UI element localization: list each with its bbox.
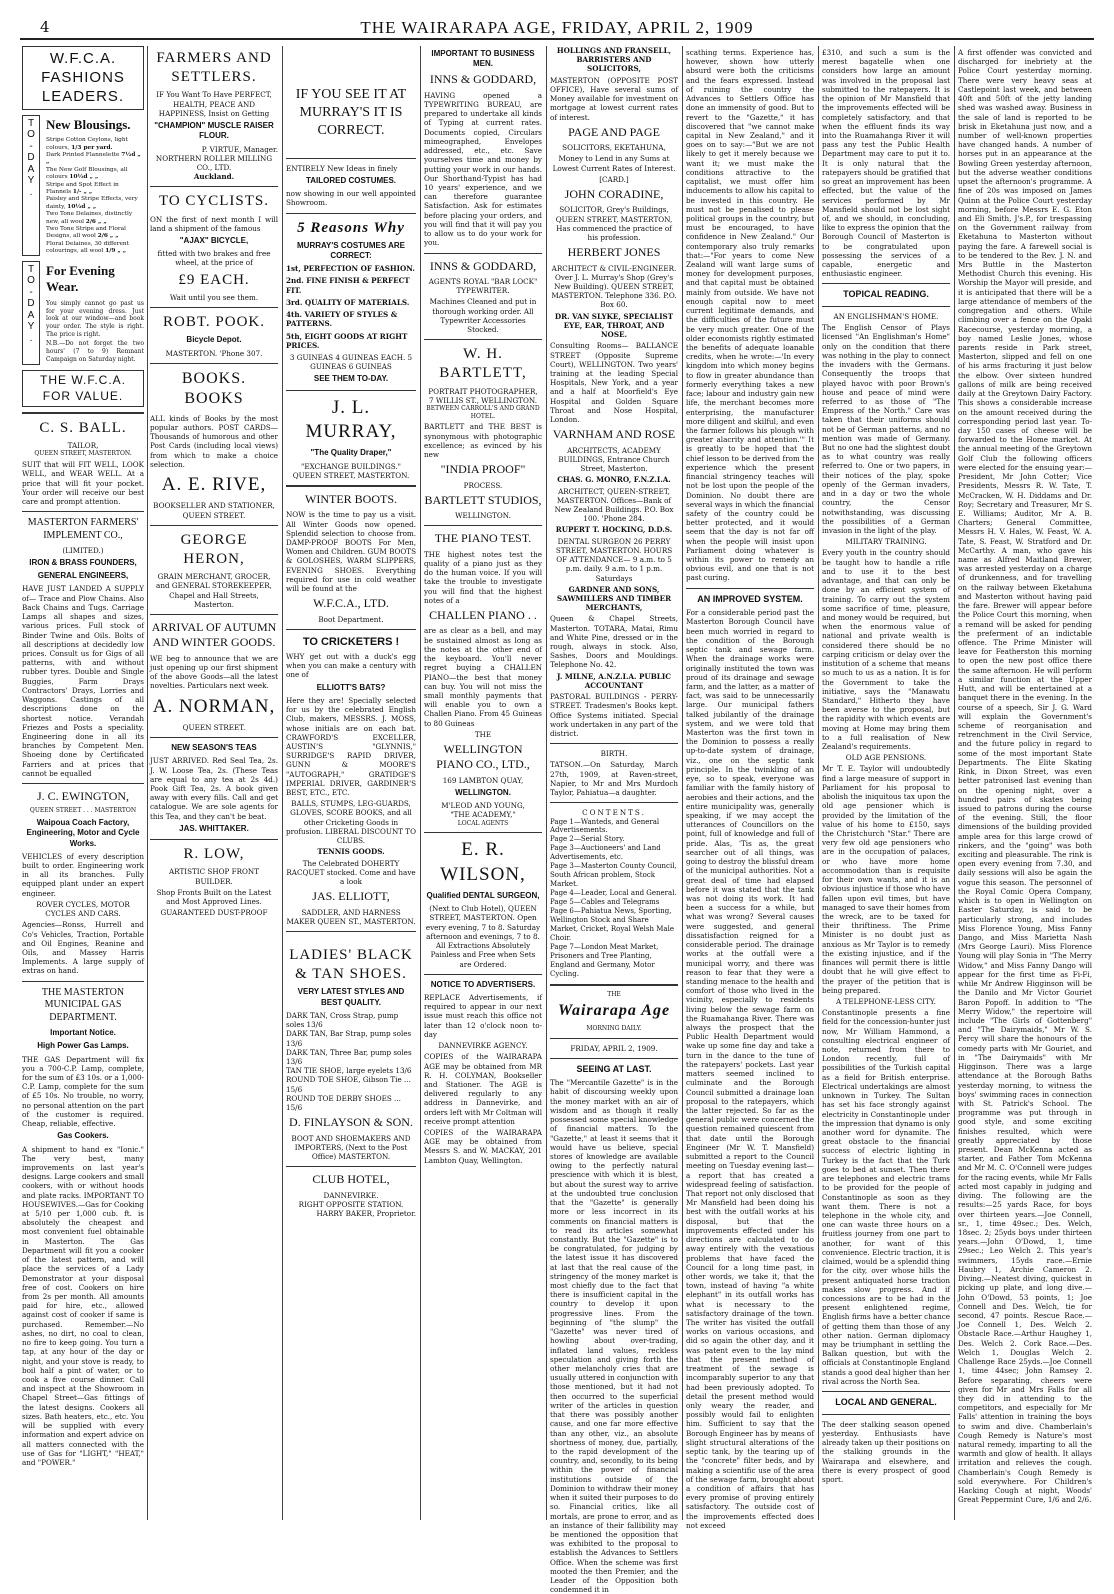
shoe-item: DARK TAN, Bar Strap, pump soles 13/6 (286, 1029, 412, 1048)
reason-item: 5th, EIGHT GOODS AT RIGHT PRICES. (286, 331, 408, 350)
blousings-list (46, 137, 144, 256)
ewington-addr: QUEEN STREET . . . MASTERTON (29, 807, 137, 815)
blousings-title: New Blousings. (46, 116, 131, 132)
bartlett-title: W. H. BARTLETT, (439, 346, 527, 382)
ewington-rover: ROVER CYCLES, MOTOR CYCLES AND CARS. (36, 899, 130, 919)
contents-item: Page 4—Leader, Local and General. (550, 889, 677, 898)
local-title: LOCAL AND GENERAL. (835, 1397, 937, 1408)
seeing-text: The "Mercantile Gazette" is in the habit of discoursing weekly upon the money market with an air of wisdom and as though it really possessed some special knowledge of financial matters. To the "Gazette," at least it seems that it would have us believe, special stores of knowledge are available owing to the perfectly natural prescience with which it is blest, but about the surest way to arrive at the undoubted true conclusion that the "Gazette" is generally more or less incorrect in its comments on financial matters is to read its articles somewhat constantly. But the "Gazette" is to be congratulated, for judging by the latest issue it has discovered at last that the real cause of the stringency of the money market is most chiefly due to the fact that there is insufficient capital in the country to develop it upon progressive lines. From the beginning of "the slump" the "Gazette" was never tired of howling about over-trading, inflated land values, reckless speculation and giving forth the other melancholy cries that are usually uttered in conjunction with those mentioned, but it had not then occurred to the superficial writer of the articles in question that there was possibly another cause, and one far more effective than any other, viz., an absolute shortness of money, due, partially, to the rapid development of the country, and, secondly, to its being within the power of financial institutions outside of the Dominion to withdraw their money when it suited their purposes to do so. Financial critics, like all mortals, are prone to error, and as an instance of their fallibility may be mentioned the opposition that was exhibited to the proposal to establish the Advances to Settlers Office. When the scheme was first mooted the then Premier, and the Leader of the Opposition both condemned it in (550, 1078, 678, 1594)
column-rule (147, 46, 148, 1520)
price-row: Paisley and Stripe Effects, very dainty, 10½d „ „ (46, 196, 138, 210)
price-row: Floral Delaines, 30 different colourings, all wool 1/9 „ „ (46, 240, 129, 255)
monro-text: ARCHITECT, QUEEN-STREET, MASTERTON. Offices—Bank of New Zealand Buildings. P.O. Box 100. 'Phone 284. (554, 486, 674, 524)
arrival-text: WE beg to announce that we are just opening up our first shipment of the above Goods—all the latest novelties. Particulars next week. (150, 653, 278, 691)
virtue-text: IF You Want To Have PERFECT, HEALTH, PEACE AND HAPPINESS, Insist on Getting (156, 90, 272, 118)
gas-cookers-text: A shipment to hand ex "Ionic." The very best, many improvements on last year's designs. Large cookers and small cookers, with or without hoods and plate racks. IMPORTANT TO HOUSEWIVES.—Gas for Cooking at 5/10 per 1,000 cub. ft. is absolutely the cheapest and most convenient fuel obtainable in Masterton. The Gas Department will fit you a cooker of the latest pattern, and will place the services of a Lady Demonstrator at your disposal free of cost. Cookers on hire from 2s per month. All amounts paid for hire, etc., allowed against cost of cooker if same is purchased. Remember.—No ashes, no dirt, no coal to clean, no fire to keep going. You turn a tap, at any hour of the day or night, and your stove is ready, to boil half a pint of water, or to cook a five course dinner. Call and inspect at the Showroom in Chapel Street—Gas fittings of the latest designs. Cookers all sizes. Bath heaters, etc., etc. You will be supplied with every information and expert advice on all matters connected with the use of Gas for "LIGHT," "HEAT," and "POWER." (22, 1144, 144, 1467)
cricketers-title: TO CRICKETERS ! (302, 635, 400, 648)
reasons-list (286, 264, 416, 350)
contents-item: Page 6—Pahiatua News, Sporting, Wellington Stock and Share Market, Cricket, Royal Welsh Male Choir. (550, 907, 674, 942)
home-title: AN ENGLISHMAN'S HOME. (833, 311, 939, 321)
paper-the: THE (607, 990, 621, 998)
club-sign: HARRY BAKER, Proprietor. (316, 1209, 416, 1219)
inns-text: HAVING opened a TYPEWRITING BUREAU, are prepared to undertake all kinds of Typing at current rates. Documents copied, Circulars mimeographed, Envelopes addressed, etc., etc. Save yourselves time and money by putting your work in our hands. Our Shorthand-Typist has had 10 years' experience, and we can therefore guarantee Satisfaction. Ask for estimates before placing your orders, and you will find that it will pay you to allow us to do your work for you. (424, 90, 542, 248)
elliott-bats: ELLIOTT'S BATS? (316, 682, 386, 692)
hollings: HOLLINGS AND FRANSELL, BARRISTERS AND SOLICITORS, (556, 46, 672, 74)
reason-item: 4th. VARIETY OF STYLES & PATTERNS. (286, 310, 398, 329)
column-3 (286, 46, 416, 1520)
price-row: Two Tone Delaines, distinctly new, all wool 2/6 „ „ (46, 211, 133, 225)
whittaker: JAS. WHITTAKER. (179, 823, 249, 833)
india-proof: "INDIA PROOF" (440, 462, 526, 477)
jas-sub: SADDLER, AND HARNESS MAKER QUEEN ST., MASTERTON. (286, 907, 416, 926)
club-sub: DANNEVIRKE. (323, 1190, 379, 1200)
page-text: Money to Lend in any Sums at Lowest Current Rates of Interest. (552, 154, 676, 173)
low-sub: ARTISTIC SHOP FRONT BUILDER. (168, 867, 260, 886)
pensions-title: OLD AGE PENSIONS. (845, 753, 927, 763)
varnham: VARNHAM AND ROSE (552, 427, 676, 442)
inns2-sub: AGENTS ROYAL "BAR LOCK" TYPEWRITER. (428, 276, 538, 296)
contents-item: Page 3—Auctioneers' and Land Advertisements, etc. (550, 844, 661, 862)
hocking: RUPERT T. HOCKING, D.D.S. (555, 525, 673, 535)
norman-title: A. NORMAN, (152, 695, 276, 717)
tennis-text: The Celebrated DOHERTY RACQUET stocked. Come and have a look (286, 858, 416, 887)
editorial-text-a: scathing terms. Experience has, however, shown how utterly absurd were both the criticisms and the fears expressed. Instead of ruining the country the Advances to Settlers Office has done an immensity of good. But to revert to the "Gazette," it has discovered that "we cannot make capital in New Zealand," and it goes on to say:—"But we are not likely to get it merely because we want it; we must make the conditions attractive to the capitalist, we must offer him inducements to allow his capital to be invested in this country. He must not be penalised to please political groups in the country, but must be encouraged, to have confidence in New Zealand." Our contemporary also truly remarks that:—"For years to come New Zealand will want large sums of money for development purposes, and that capital must be obtained mainly from outside. We have not enough capital now to meet current legitimate demands, and the difficulties of the future must be very much greater. One of the older economists rightly estimated the benefits of adequate loanable credits, when he wrote:—'In every kingdom into which money begins to flow in greater abundance than formerly everything takes a new face; labour and industry gain new life, the merchant becomes more enterprising, the manufacturer more diligent and skilful, and even the farmer follows his plough with greater alacrity and attention.'" It is greatly to be hoped that the chief lesson to be derived from the experience which the present financial stringency teaches will not be lost upon the people of the Dominion. No doubt there are several ways in which the financial safety of the country could be better protected, and it would seem that the day is not far off when the people will insist upon Parliament doing whatever is within its power to remedy an obvious evil, and one that is not past curing. (686, 48, 814, 583)
paper-title: Wairarapa Age (557, 1002, 671, 1020)
tailored-show: now showing in our well appointed Showroom. (286, 189, 416, 208)
inns2-text: Machines Cleaned and put in thorough working order. All Typewriter Accessories Stocked. (429, 297, 537, 334)
column-8 (958, 46, 1092, 1520)
ewington-text: VEHICLES of every description built to order. Engineering work in all its branches. Fully equipped plant under an expert engineer. (22, 851, 144, 898)
reason-item: 3rd. QUALITY OF MATERIALS. (286, 297, 410, 307)
academy: "THE ACADEMY," (450, 810, 516, 820)
teas-title: NEW SEASON'S TEAS (171, 743, 257, 753)
telephone-title: A TELEPHONE-LESS CITY. (836, 996, 936, 1006)
rive-sub: BOOKSELLER AND STATIONER, QUEEN STREET. (153, 501, 275, 520)
hollings-text: MASTERTON (OPPOSITE POST OFFICE), Have several sums of Money available for investment on mortgage at lowest current rates of interest. (550, 75, 678, 122)
column-2 (150, 46, 278, 1520)
gas-notice: Important Notice. (50, 1028, 116, 1038)
price-row: Stripe and Spot Effect in Flannels 1/- „ „ (46, 181, 119, 196)
inns2-title: INNS & GODDARD, (429, 258, 537, 273)
gardner: GARDNER AND SONS, SAWMILLERS AND TIMBER MERCHANTS, (556, 584, 672, 613)
gas-cookers: Gas Cookers. (57, 1131, 109, 1141)
reasons-sub: MURRAY'S COSTUMES ARE CORRECT: (297, 240, 405, 261)
monro: CHAS. G. MONRO, F.N.Z.I.A. (557, 475, 671, 485)
business-title: IMPORTANT TO BUSINESS MEN. (431, 49, 535, 69)
gardner-text: Queen & Chapel Streets, Masterton. TOTARA, Matai, Rimu and White Pine, dressed or in the rough, always in stock. Also, Sashes, Doors and Mouldings. Telephone No. 42. (550, 614, 678, 670)
arrival-title: ARRIVAL OF AUTUMN AND WINTER GOODS. (151, 619, 277, 650)
wfca-ltd: W.F.C.A., LTD. (313, 596, 389, 611)
mleod: M'LEOD AND YOUNG, (441, 801, 525, 811)
price-row: Two Tone Stripe and Floral Designs, all wool 2/6 „ „ (46, 226, 126, 240)
elliott-text: Here they are! Specially selected for us by the celebrated English Club, makers, MESSRS. J. MOSS, whose initials are on each bat. CRAWFORD'S EXCELLER, AUSTIN'S "GLYNNIS," SURRIDGE'S RAPID DRIVER, GUNN & MOORE'S "AUTOGRAPH," GRATIDGE'S IMPERIAL DRIVER, GARDINER'S BEST, ETC., ETC. (286, 695, 416, 798)
card-label: [CARD.] (599, 174, 629, 184)
evening-text: You simply cannot go past us for your evening dress. Just look at our window—and book your order. The style is right. The price is right. (46, 299, 144, 338)
column-6 (686, 46, 814, 1530)
tailored-text: ENTIRELY New Ideas in finely (286, 163, 398, 173)
farmers-settlers: FARMERS AND SETTLERS. (156, 50, 272, 86)
ball-sub: TAILOR, (67, 441, 99, 451)
gas-text: THE GAS Department will fix you a 700-C.P. Lamp, complete, for the sum of £3 10s. or a 1,000-C.P. Lamp, complete for the sum of £5 10s. No trouble, no worry, no personal attention on the part of the customer is required. Cheap, reliable, effective. (22, 1054, 144, 1129)
jas-elliott: JAS. ELLIOTT, (312, 889, 390, 904)
evening-wear-ad (22, 261, 144, 366)
reasons-prices: 3 GUINEAS 4 GUINEAS EACH. 5 GUINEAS 6 GUINEAS (289, 353, 413, 372)
jones: HERBERT JONES (567, 245, 661, 260)
teas-text: JUST ARRIVED. Red Seal Tea, 2s. J. W. Loose Tea, 2s. (These Teas are equal to any tea at 2s 4d.) Pook Gift Tea, 2s. A book given away with every fills. Call and get catalogue. We are sole agents for this Tea, and they can't be beat. (150, 756, 278, 821)
price-row: The New Golf Blousings, all colours 10½d „ „ (46, 166, 128, 181)
bartlett-studios: BARTLETT STUDIOS, (424, 492, 542, 507)
seeing-title: SEEING AT LAST. (576, 1063, 652, 1074)
column-5 (550, 46, 678, 1594)
finlayson-sub: BOOT AND SHOEMAKERS AND IMPORTERS, (Next to the Post Office) MASTERTON. (291, 1133, 411, 1162)
the-label: THE (474, 729, 492, 739)
home-text: The English Censor of Plays licensed "An Englishman's Home" only on the condition that there was nothing in the play to connect the invaders with the Germans. Consequently the troops that played havoc with poor Brown's house and peace of mind were referred to as those of "The Empress of the North." Care was taken that their uniforms should not be of German patterns, and no mention was made of Germany. But no one had the slightest doubt as to what country was really referred to. One or two papers, in their notices of the play, spoke openly of the German invaders, and in a day or two the whole country, the Censor notwithstanding, was discussing the possibilities of a German invasion in the light of the play. (822, 323, 950, 536)
system-title: AN IMPROVED SYSTEM. (697, 593, 803, 604)
local-news-text: A first offender was convicted and discharged for inebriety at the Police Court yesterday morning. There were very heavy seas at Castlepoint last week, and between 40ft and 50ft of the jetty landing shed was washed away. Business in the sale of land is reported to be brisk in Eketahuna just now, and a number of well-known properties have changed hands. A number of horses put in an appearance at the Bowling Green yesterday afternoon, but the adverse weather conditions upset the afternoon's programme. A fine of 20s was imposed on James Quinn at the Police Court yesterday morning, before Messrs E. G. Eton and Eli Smith, J's.P., for trespassing on the Government railway from Eketahuna to Masterton without paying the fare. A farewell social is to be tendered to the Rev. J. N. and Mrs Buttle in the Masterton Methodist Church this evening. His Worship the Mayor will preside, and it is anticipated that there will be a large attendance of members of the congregation and others. While climbing over a fence on the Opaki Racecourse, yesterday morning, a boy named Leslie Jones, whose parents reside in Park street, Masterton, slipped and fell on one of his arms fracturing it just below the elbow. Over sixteen hundred gallons of milk are being received daily at the Greytown Dairy Factory. This shows a considerable increase on the amount received during the corresponding period last year. To-day 150 cases of cheese will be forwarded to the Home market. At the annual meeting of the Greytown Golf Club the following officers were elected for the ensuing year:—President, Mr John Cotter; Vice Presidents, Messrs R. W. Tate, T. McCracken, W. H. Diddams and Dr. Roy; Secretary and Treasurer, Mr S. E. Williams; Auditor, Mr A. B. Charters; General Committee, Messrs H. V. Hales, W. Feast, W. A. Tate, S. Feast, W. Stratford and Dr. McCarthy. A man, who gave his name as Alfred Maitland Brewer, was arrested yesterday on a charge of drunkenness, and for travelling on the railway between Eketahuna and Masterton without having paid the fare. Brewer will appear before the Police Court this morning, when a remand will be asked for pending the preferment of an indictable offence. The Prime Minister will leave for Featherston this morning to open the new post office there the same afternoon. He will perform a similar function at the Upper Hutt, and will be entertained at a banquet there in the evening. In the course of a speech, Sir J. G. Ward will explain the Government's scheme of reorganisation and retrenchment in the Civil Service, and the future policy in regard to some of the most important State Departments. The Elite Skating Rink, in Dixon Street, was even better patronised last evening than on the opening night, over a hundred pairs of skates being issued to patrons during the course of the evening. Still, the floor dimensions of the building provided ample area for this large crowd of rinkers, and the "going" was both exciting and pleasurable. The rink is open every evening from 7.30, and daily sessions will also be again the vogue this season. The personnel of the Royal Comic Opera Company, which is to open in Wellington on Easter Saturday, is said to be particularly strong, and includes Miss Florence Young, Miss Fanny Dango, and Miss Marietta Nash (Mrs George Lauri). Miss Florence Young will play Sonia in "The Merry Widow," and Miss Fanny Dango will appear for the first time as Fi-Fi, while Mr Andrew Higginson will be the Danilo and Mr Victor Gouriet Baron Popoff. In addition to "The Merry Widow," the repertoire will include "The Girls of Gottenberg" and "The Dairymaids," Mr W. S. Percy will share the honours of the comedy parts with Mr Gouriet, and in "The Dairymaids" with Mr Higginson. There was a large attendance at the Borough Baths yesterday morning, to witness the boys' swimming races in connection with St. Patrick's School. The programme was put through in good style, and some exciting finishes resulted, which were greatly appreciated by those present. Dean McKenna acted as starter, and Father Tom McKenna and Mr M. C. O'Connell were judges for the racing events, while Mr Falls acted most capably in judging and diving. The following are the results:—25 yards Race, for boys over thirteen years.—Joe Connell, sr., 1, time 49sec.; Des. Welch, 18sec. 2; 25yds boys under thirteen years.—John O'Dowd, 1, time 29sec.; Leo Welch 2. This year's swimmers, 15yds race.—Ernie Haubry 1, Archie Cameron 2. Diving.—Neatest diving, quickest in picking up plate, and long dive.—John O'Dowd, 53 points, 1; Joe Connell and Des. Welch, tie for second, 47 points. Rescue Race.—Joe Connell 1, Des. Welch 2. Obstacle Race.—Arthur Haughey 1, Des. Welch 2. Cork Race.—Des. Welch 1, Douglas Welch 2. Challenge Race 25yds.—Joe Connell 1, time 44sec; John Ramsey 2. Before separating, cheers were given for Mr and Mrs Falls for all they did in attending to the competitors, and especially for Mr Falls' attention in training the boys to swim and dive. Chamberlain's Cough Remedy is Nature's most natural remedy, imparting to all the warmth and glow of health. It allays irritation and relieves the cough. Chamberlain's Cough Remedy is sold everywhere. For Children's Hacking Cough at night, Woods' Great Peppermint Cure, 1/6 and 2/6. (958, 48, 1092, 1505)
price-row: Stripe Cotton Ceylons, light colours, 1/3 per yard. (46, 137, 128, 151)
farmers-title: MASTERTON FARMERS' IMPLEMENT CO., (27, 517, 139, 541)
wilson-sub: Qualified DENTAL SURGEON, (426, 890, 540, 900)
books-title: BOOKS. BOOKS (181, 369, 247, 408)
bartlett-wellington: WELLINGTON. (455, 511, 511, 521)
page-masthead (20, 18, 1094, 40)
masthead-title: THE WAIRARAPA AGE, FRIDAY, APRIL 2, 1909 (360, 18, 754, 37)
fashion-leaders-title: W.F.C.A. FASHIONS LEADERS. (22, 46, 144, 110)
shoe-item: DARK TAN, Cross Strap, pump soles 13/6 (286, 1010, 399, 1030)
page-and-page: PAGE AND PAGE (568, 124, 660, 139)
ewington-sub: Waipoua Coach Factory, Engineering, Motor and Cycle Works. (26, 818, 140, 848)
virtue-sign: P. VIRTUE, Manager. (201, 144, 278, 154)
milne: J. MILNE, A.N.Z.I.A. PUBLIC ACCOUNTANT (557, 671, 671, 690)
ball-title: C. S. BALL. (39, 420, 127, 437)
contents-list (550, 818, 678, 979)
northern-mill: NORTHERN ROLLER MILLING CO., LTD. (155, 153, 273, 172)
ball-text: SUIT that will FIT WELL, LOOK WELL, and WEAR WELL. At a price that will fit your pocket. Your order will receive our best care and prompt attention. (22, 460, 144, 506)
pensions-text: Mr T. E. Taylor will undoubtedly find a large measure of support in Parliament for his proposal to abolish the iniquitous tax upon the old age pensioner which is provided by the limitation of the value of his home to £150, says the Christchurch "Star." There are very few old age pensioners who are in the occupation of palaces, or who have more home accommodation than is requisite for their own wants, and it is an obvious injustice if those who have fallen upon evil times, but have managed to save their homes from the wreck, are to be taxed for their thriftiness. The Prime Minister is no doubt just as anxious as Mr Taylor is to remedy the existing injustice, and if the finances will permit there is little doubt that he will give effect to the prayer of the petition that is being prepared. (822, 764, 950, 995)
bartlett-between: BETWEEN CARROLL'S AND GRAND HOTEL. (426, 405, 540, 420)
murray-addr: "EXCHANGE BUILDINGS." QUEEN STREET, MASTERTON. (292, 461, 410, 480)
contents-item: Page 3—Masterton County Council, South African problem, Stock Market. (550, 862, 677, 889)
price-row: Dark Printed Flannelette 7½d „ „ (46, 152, 141, 166)
club-title: CLUB HOTEL, (312, 1172, 390, 1187)
heron-title: GEORGE HERON, (180, 531, 248, 567)
tailored-costumes: TAILORED COSTUMES. (305, 175, 397, 185)
milne-text: PASTORAL BUILDINGS - PERRY-STREET. Tradesmen's Books kept. Office Systems initiated. Special work undertaken in any part of the district. (550, 692, 678, 738)
local-text: The deer stalking season opened yesterday. Enthusiasts have already taken up their positions on the stalking grounds in the Wairarapa and elsewhere, and there is every prospect of good sport. (822, 1419, 950, 1484)
value-title: THE W.F.C.A. FOR VALUE. (22, 370, 144, 407)
contents-item: Page 7—London Meat Market, Prisoners and Tree Planting, England and Germany, Motor Cycling. (550, 942, 659, 978)
column-4 (424, 46, 542, 1520)
farmers-text: HAVE JUST LANDED A SUPPLY of— Trace and Plow Chains. Also Back Chains and Tugs. Carriage Lamps all shapes and sizes, various prices. Full stock of Binder Twine and Oils. Bolts of all descriptions at decidedly low prices. Consult us for Gigs of all patterns, with and without rubber tyres. Double and Single Buggies, Farm Drays Contractors' Drays, Lorries and Waggons. Castings of all descriptions done on the shortest notice. Verandah Friezes and Posts a speciality. Engineering done in all its branches by Competent Men. Shoeing done by Certificated Farriers and at prices that cannot be equalled (22, 584, 144, 778)
ball-addr: QUEEN STREET, MASTERTON. (34, 450, 132, 458)
see-them: SEE THEM TO-DAY. (313, 374, 389, 384)
club-text: RIGHT OPPOSITE STATION. (298, 1199, 404, 1209)
see-it-murrays: IF YOU SEE IT AT MURRAY'S IT IS CORRECT. (295, 87, 407, 138)
shoes-list (286, 1011, 416, 1112)
birth-title: BIRTH. (600, 749, 628, 759)
challen-piano: CHALLEN PIANO . . (429, 608, 537, 623)
page-number: 4 (40, 18, 50, 36)
winter-text: NOW is the time to pay us a visit. All Winter Goods now opened. Splendid selection to choose from. DAMP-PROOF BOOTS For Men, Women and Children. GUM BOOTS & GOLOSHES, WARM SLIPPERS, EVENING SHOES. Everything required for use in cold weather will be found at the (286, 510, 416, 594)
balls-text: BALLS, STUMPS, LEG-GUARDS, GLOVES, SCORE BOOKS, and all other Cricketing Goods in profusion. LIBERAL DISCOUNT TO CLUBS. (286, 799, 416, 846)
slyke-text: Consulting Rooms— BALLANCE STREET (Opposite Supreme Court), WELLINGTON. Two years' training at the leading Special Hospitals, New York, and a year and a half at Moorfield's Eye Hospital and Golden Square Throat and Nose Hospital, London. (550, 341, 678, 425)
low-text: Shop Fronts Built on the Latest and Most Approved Lines. (156, 887, 272, 906)
books-text: ALL kinds of Books by the most popular authors. POST CARDS—Thousands of humorous and other Post Cards (including local views) from which to make a choice selection. (150, 413, 278, 469)
farmers-sub: (LIMITED.) (62, 545, 104, 555)
bartlett-text: BARTLETT and THE BEST is synonymous with photographic excellence; as evinced by his new (424, 422, 542, 460)
editorial-text-c: £310, and such a sum is the merest bagatelle when one considers how large an amount was involved in the proposal last submitted to the ratepayers. It is the opinion of Mr Mansfield that the improvements effected will be completely satisfactory, and that when the effluent finds its way into the Ruamahanga River it will pass any test the Public Health Department may care to put it to. It is only natural that the ratepayers should be gratified that so great an improvement has been effected, but the value of the services performed by Mr Mansfield should not be lost sight of, and we should, in concluding, like to express the opinion that the Borough Council of Masterton is to be congratulated upon possessing the services of a capable, energetic and enthusiastic engineer. (822, 48, 950, 279)
ladies-sub: VERY LATEST STYLES AND BEST QUALITY. (297, 987, 405, 1007)
wpc-title: WELLINGTON PIANO CO., LTD., (436, 742, 530, 772)
today-tag: T O - D A Y . (22, 115, 40, 256)
column-rule (546, 46, 547, 1520)
van-slyke: DR. VAN SLYKE, SPECIALIST EYE, EAR, THROAT, AND NOSE. (554, 311, 674, 340)
shoe-item: ROUND TOE DERBY SHOES ... 15/6 (286, 1093, 401, 1113)
pook-addr: MASTERTON. 'Phone 307. (165, 348, 263, 358)
ewington-agencies: Agencies—Ronss, Hurrell and Co's Vehicles, Traction, Portable and Oil Engines, Reanine and Oils, and Massey Harris Implements. A large supply of extras on hand. (22, 920, 144, 976)
jones-text: ARCHITECT & CIVIL-ENGINEER. Over J. L. Murray's Shop (Grey's New Building). QUEEN STREET, MASTERTON. Telephone 336. P.O. Box 60. (551, 263, 677, 310)
military-title: MILITARY TRAINING. (845, 537, 927, 547)
ewington-title: J. C. EWINGTON, (36, 789, 130, 804)
wpc-addr: 169 LAMBTON QUAY, (442, 775, 524, 785)
ajax-price: £9 EACH. (178, 271, 250, 288)
copies-text: COPIES of the WAIRARAPA AGE may be obtained from Messrs S. and W. MACKAY, 201 Lambton Quay, Wellington. (424, 1128, 542, 1165)
murray-title: J. L. MURRAY, (305, 396, 397, 442)
norman-addr: QUEEN STREET. (182, 722, 246, 732)
local-agents: LOCAL AGENTS (457, 819, 509, 827)
column-rule (282, 46, 283, 1520)
cricketers-text: WHY get out with a duck's egg when you can make a century with one of (286, 651, 416, 680)
farmers-sub2: IRON & BRASS FOUNDERS, (29, 558, 137, 568)
wpc-city: WELLINGTON. (455, 788, 511, 797)
piano-title: THE PIANO TEST. (434, 531, 532, 546)
coradine-text: SOLICITOR, Grey's Buildings, QUEEN STREET, MASTERTON, Has commenced the practice of his profession. (555, 205, 673, 242)
shoe-item: ROUND TOE SHOE, Gibson Tie ... 15/6 (286, 1075, 411, 1094)
column-rule (682, 46, 683, 1520)
column-7 (822, 46, 950, 1520)
topical-title: TOPICAL READING. (843, 289, 929, 300)
hocking-text: DENTAL SURGEON 26 PERRY STREET, MASTERTON. HOURS OF ATTENDANCE— 9 a.m. to 5 p.m. daily. 9 a.m. to 1 p.m. Saturdays (555, 536, 673, 583)
page-sub: SOLICITORS, EKETAHUNA, (562, 143, 666, 153)
contents-title: CONTENTS. (582, 808, 646, 818)
shoe-item: TAN TIE SHOE, large eyelets 13/6 (286, 1066, 412, 1076)
reason-item: 2nd. FINE FINISH & PERFECT FIT. (286, 276, 410, 295)
contents-item: Page 2—Serial Story. (550, 835, 625, 844)
column-1 (22, 46, 144, 1520)
editorial-text-b: For a considerable period past the Masterton Borough Council have been much worried in regard to the condition of the Borough septic tank and sewage farm. When the drainage works were originally instituted the town was proud of its drainage and sewage farm, and the latter, as a matter of fact, was said to be unnecessarily large. Our municipal fathers talked jubilantly of the drainage system, and we were told that Masterton was the first town in the Dominion to possess a really up-to-date system of drainage, viz., one on the septic tank principle. In the twinkling of an eye, so to speak, everyone was familiar with the family history of aerobies and their actions, and the entire municipality was, generally speaking, if we may accept the utterances of Councillors on the point, full of knowledge and full of pride. Alas, 'Tis as, the great searcher out of all things, was going to destroy the blissful dream of the municipal authorities. Not a great deal of time had elapsed before it was stated that the tank was not doing its work. It had been a success for a while, but what was wrong? Several causes were suggested, and general dissatisfaction reigned for a considerable period. The drainage works at the outfall were a municipal worry, and there was reason to fear that they were a standing menace to the health and comfort of those who lived in the vicinity, especially to residents living below the sewage farm on the Ruamahanga River. There was always the prospect that the Public Health Department would wake up some fine day and take a turn in the dance to the tune of the ratepayers' pockets. Last year matters seemed inclined to culminate and the Borough Council submitted a drainage loan proposal to the ratepayers, which the latter rejected. So far as the general public were concerned the question remained quiescent from that date until the Borough Engineer (Mr W. T. Mansfield) submitted a report to the Council meeting on Tuesday evening last—a report that has created a widespread feeling of satisfaction. That report not only disclosed that Mr Mansfield had been doing his best with the outfall works at his disposal, but that the improvements effected under his directions are calculated to do away entirely with the vexatious problems that have faced the Council for a long time past, in other words, we take it, that the town, instead of having "a white elephant" in its outfall works has what is necessary to the satisfactory drainage of the town. The writer has visited the outfall works on various occasions, and did so again the other day, and it was patent even to the lay mind that the present method of treatment of the sewage is incomparably superior to any that had been previously adopted. To detail the present method would only weary the reader, and possibly would fail to enlighten him. Sufficient to say that the Borough Engineer has by means of slight structural alterations of the septic tank, by the tearing up of the "concrete" filter beds, and by making a scientific use of the area of the sewage farm, brought about a condition of affairs that has every promise of proving entirely satisfactory. The outside cost of the improvements effected does not exceed (686, 608, 814, 1530)
today-tag: T O - D A Y . (22, 261, 40, 366)
column-rule (420, 46, 421, 1520)
ajax-wait: Wait until you see them. (169, 292, 259, 302)
boot-dept: Boot Department. (318, 614, 384, 624)
challen-text: are as clear as a bell, and may be sustained almost as long as the notes at the other end of the keyboard. You'll never regret buying a CHALLEN PIANO—the best that money can buy. You will not miss the small monthly payments that will enable you to own a Challen Piano. From 45 Guineas to 80 Guineas (424, 626, 542, 728)
ladies-title: LADIES' BLACK & TAN SHOES. (289, 947, 413, 983)
process: PROCESS. (463, 480, 503, 490)
inns-title: INNS & GODDARD, (429, 72, 537, 87)
ajax-text: fitted with two brakes and free wheel, at the price of (157, 249, 271, 268)
dannevirke-text: COPIES of the WAIRARAPA AGE may be obtained from MR R. H. COLYMAN, Bookseller and Stationer. The AGE is delivered regularly to any address in Dannevirke, and orders left with Mr Coltman will receive prompt attention (424, 1052, 542, 1126)
dannevirke-agency: DANNEVIRKE AGENCY. (438, 1041, 528, 1051)
wilson-text: (Next to Club Hotel), QUEEN STREET, MASTERTON. Open every evening, 7 to 8. Saturday afternoon and evenings, 7 to 8. All Extractions Absolutely Painless and Free when Sets are Ordered. (425, 904, 541, 969)
pook-title: ROBT. POOK. (163, 314, 265, 331)
bartlett-addr: 7 WILLIS ST., WELLINGTON. (428, 395, 538, 405)
piano-text: THE highest notes test the quality of a piano just as they do the human voice. If you will take the trouble to investigate you will find that the highest notes of a (424, 549, 542, 605)
coradine: JOHN CORADINE, (564, 186, 664, 201)
paper-date: FRIDAY, APRIL 2, 1909. (570, 1043, 658, 1053)
farmers-sub3: GENERAL ENGINEERS, (37, 571, 129, 581)
bartlett-sub: PORTRAIT PHOTOGRAPHER, (428, 386, 538, 396)
column-rule (954, 46, 955, 1520)
pook-sub: Bicycle Depot. (186, 335, 242, 345)
auckland: Auckland. (193, 172, 235, 182)
finlayson: D. FINLAYSON & SON. (289, 1115, 413, 1130)
heron-text: GRAIN MERCHANT, GROCER, and GENERAL STOREKEEPER, Chapel and Hall Streets, Masterton. (156, 572, 272, 609)
birth-text: TATSON.—On Saturday, March 27th, 1909, at Raven-street, Napier, to Mr and Mrs Murdoch Taylor, Pahiatua—a daughter. (550, 760, 678, 798)
cyclists-text: ON the first of next month I will land a shipment of the famous (150, 214, 278, 233)
gas-title: THE MASTERTON MUNICIPAL GAS DEPARTMENT. (41, 986, 125, 1024)
contents-item: Page 1—Wanteds, and General Advertisements. (550, 817, 660, 835)
reasons-title: 5 Reasons Why (297, 219, 405, 236)
contents-item: Page 5—Cables and Telegrams (550, 898, 660, 907)
ajax-bicycle: "AJAX" BICYCLE, (179, 236, 249, 245)
shoe-item: DARK TAN, Three Bar, pump soles 13/6 (286, 1047, 412, 1066)
winter-title: WINTER BOOTS. (305, 491, 397, 506)
reason-item: 1st, PERFECTION OF FASHION. (286, 264, 415, 274)
evening-note: N.B.—Do not forget the two hours' (7 to 9) Remnant Campaign on Saturday night. (46, 340, 144, 363)
military-text: Every youth in the country should be taught how to handle a rifle and to use it to the best advantage, and that can only be done by an efficient system of training. To carry out the system some sacrifice of time, pleasure, and money would be required, but when the enormous value of national and private wealth is considered there should be no carping criticism or delay over the institution of a scheme that means so much to us as a nation. It is for the Government to take the initiative, says the "Manawatu Standard," Hitherto they have been averse to the proposal, but the rapidity with which events are moving at Home may bring them to a full realisation of New Zealand's requirements. (822, 548, 950, 752)
blousings-ad (22, 115, 144, 256)
champion-flour: "CHAMPION" MUSCLE RAISER FLOUR. (154, 121, 274, 141)
cyclists-title: TO CYCLISTS. (158, 193, 270, 210)
telephone-text: Constantinople presents a fine field for the concession-hunter just now, Mr William Hammond, a consulting electrical engineer of note, returned from there to London recently, full of possibilities of the Turkish capital as a field for British enterprise. Electrical undertakings are almost unknown in Turkey. The Sultan has set his face strongly against electricity in Constantinople under the impression that dynamo is only another word for dynamite. The great obstacle to the financial success of electric lighting in Turkey is the fact that the Turk goes to bed at sunset. Then there are telephones and electric trams to be provided for the people of Constantinople as soon as they want them. There is not a telephone in the whole city, and one can waste three hours on a fruitless journey from one part to another, for want of this convenience. Electric traction, it is claimed, would be a splendid thing for the city, over whose hills the present antiquated horse traction makes slow progress. And if concessions are to be had in the present enlightened regime, English firms have a better chance of getting them than those of any other nation. German diplomacy may be triumphant in settling the Balkan question, but with the officials at Constantinople England stands a good deal higher than her rival across the North Sea. (822, 1008, 950, 1386)
evening-title: For Evening Wear. (46, 262, 115, 295)
varnham-text: ARCHITECTS, ACADEMY BUILDINGS, Entrance Church Street, Masterton. (558, 445, 670, 474)
low-title: R. LOW, (183, 846, 245, 863)
notice-text: REPLACE Advertisements, if required to appear in our next issue must reach this office not later than 12 o'clock noon to-day (424, 992, 542, 1039)
tennis-title: TENNIS GOODS. (317, 847, 385, 857)
rive-title: A. E. RIVE, (161, 473, 267, 495)
murray-sub: "The Quality Draper," (310, 448, 392, 458)
low-guarantee: GUARANTEED DUST-PROOF (160, 908, 268, 918)
column-rule (818, 46, 819, 1520)
paper-daily: MORNING DAILY. (586, 1024, 642, 1032)
wilson-title: E. R. WILSON, (440, 839, 526, 885)
gas-lamps: High Power Gas Lamps. (37, 1041, 129, 1051)
notice-title: NOTICE TO ADVERTISERS. (430, 979, 536, 989)
